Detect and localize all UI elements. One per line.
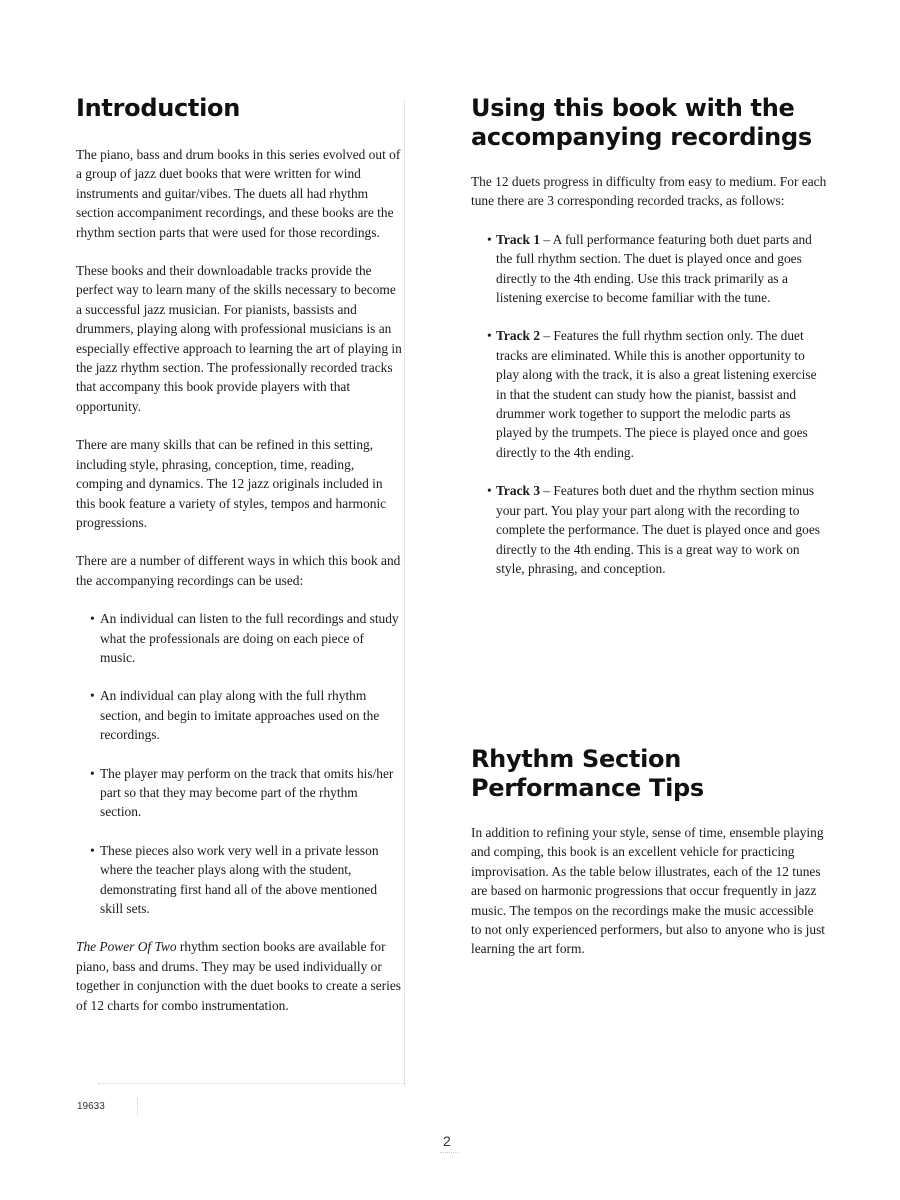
track-list (471, 230, 827, 579)
intro-paragraph-2: These books and their downloadable tracks provide the perfect way to learn many of the skills necessary to become a successful jazz musician. For pianists, bassists and drummers, playing along with professional musicians is an especially effective approach to learning the art of playing in the jazz rhythm section. The professionally recorded tracks that accompany this book provide players with that opportunity. (76, 263, 402, 414)
performance-tips-heading (471, 745, 827, 803)
track-item (487, 481, 827, 578)
track-label: Track 1 (496, 231, 541, 247)
page-number: 2 (443, 1133, 451, 1149)
track-item (487, 326, 827, 462)
usage-list-item: • An individual can play along with the full rhythm section, and begin to imitate approaches used on the recordings. (90, 686, 402, 744)
track-description: – Features the full rhythm section only. The duet tracks are eliminated. While this is another opportunity to play along with the track, it is also a great listening exercise in that the student can study how the pianist, bassist and drummer work together to support the melodic parts as played by the trumpets. The piece is played once and goes directly to the 4th ending. (496, 328, 817, 460)
left-column (76, 94, 402, 1015)
footer-tick (137, 1098, 138, 1116)
intro-paragraph-4: There are a number of different ways in which this book and the accompanying recordings can be used: (76, 553, 401, 588)
usage-list-item: • An individual can listen to the full recordings and study what the professionals are doing on each piece of music. (90, 609, 402, 667)
performance-tips-section (471, 745, 827, 959)
intro-paragraph-1: The piano, bass and drum books in this series evolved out of a group of jazz duet books that were written for wind instruments and guitar/vibes. The duets all had rhythm section accompaniment recordings, and these books are the rhythm section parts that were used for those recordings. (76, 147, 401, 240)
performance-tips-text: In addition to refining your style, sense of time, ensemble playing and comping, this book is an excellent vehicle for practicing improvisation. As the table below illustrates, each of the 12 tunes are based on harmonic progressions that occur frequently in jazz music. The tempos on the recordings make the music accessible to not only experienced performers, but also to anyone who is just learning the art form. (471, 825, 826, 957)
recordings-intro: The 12 duets progress in difficulty from easy to medium. For each tune there are 3 corresponding recorded tracks, as follows: (471, 174, 827, 209)
bottom-divider (98, 1083, 404, 1084)
intro-paragraph-3: There are many skills that can be refined in this setting, including style, phrasing, conception, time, reading, comping and dynamics. The 12 jazz originals included in this book feature a variety of styles, tempos and harmonic progressions. (76, 437, 387, 530)
tips-heading-line2: Performance Tips (471, 774, 704, 802)
usage-list (76, 609, 402, 918)
track-label: Track 2 (496, 328, 541, 344)
right-column (471, 94, 827, 597)
closing-paragraph (76, 937, 402, 1015)
usage-list-item: • The player may perform on the track that omits his/her part so that they may become part of the rhythm section. (90, 764, 402, 822)
track-description: – Features both duet and the rhythm section minus your part. You play your part along with the recording to complete the performance. The duet is played once and goes directly to the 4th ending. This is a great way to work on style, phrasing, and conception. (496, 483, 820, 576)
column-divider (404, 100, 405, 1085)
usage-list-item: • These pieces also work very well in a private lesson where the teacher plays along with the student, demonstrating first hand all of the above mentioned skill sets. (90, 841, 402, 919)
catalog-code: 19633 (77, 1101, 105, 1112)
track-description: – A full performance featuring both duet parts and the full rhythm section. The duet is played once and goes directly to the 4th ending. Use this track primarily as a listening exercise to become familiar with the tune. (496, 231, 812, 306)
page-number-rule (440, 1152, 458, 1153)
tips-heading-line1: Rhythm Section (471, 745, 681, 773)
closing-text: rhythm section books are available for piano, bass and drums. They may be used individually or together in conjunction with the duet books to create a series of 12 charts for combo instrumentation. (76, 939, 401, 1013)
track-label: Track 3 (496, 483, 541, 499)
recordings-heading: Using this book with the accompanying recordings (471, 94, 812, 151)
track-item (487, 230, 827, 308)
introduction-heading: Introduction (76, 94, 240, 122)
series-title: The Power Of Two (76, 939, 177, 955)
